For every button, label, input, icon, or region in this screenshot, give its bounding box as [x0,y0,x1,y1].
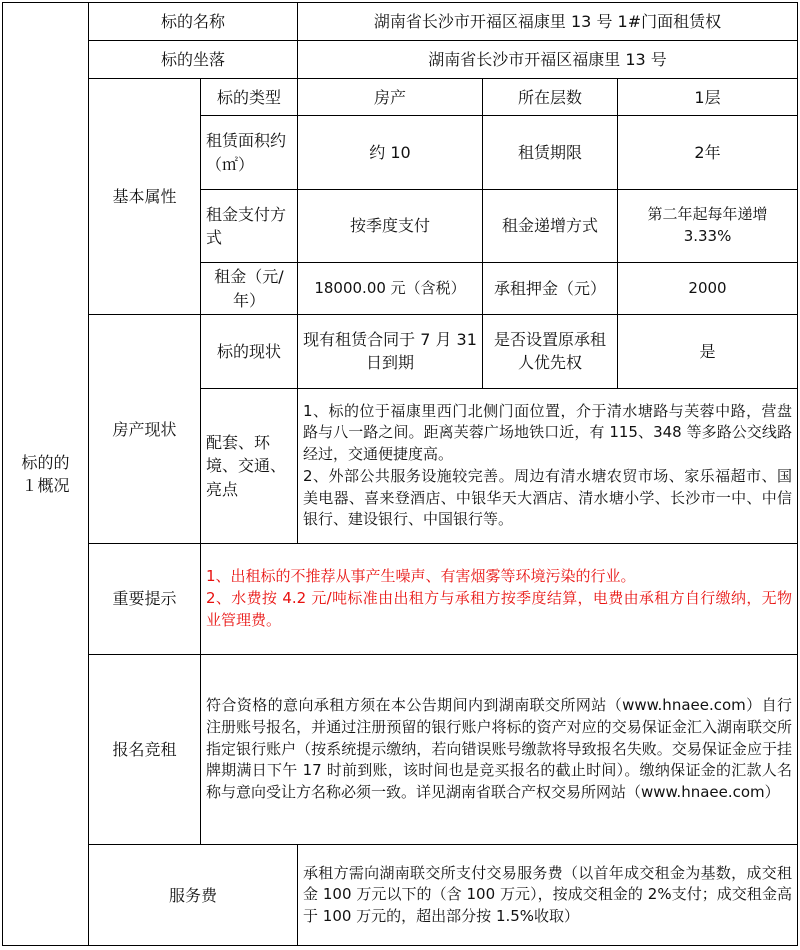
register-text: 符合资格的意向承租方须在本公告期间内到湖南联交所网站（www.hnaee.com）自行注册账号报名，并通过注册预留的银行账户将标的资产对应的交易保证金汇入湖南联交所指定银行账户（按系统提示缴纳，若向错误账号缴款将导致报名失败。交易保证金应于挂牌期满日下午 17 时前到账，该时间也是竞买报名的截止时间）。缴纳保证金的汇款人名称与意向受让方名称必须一致。详见湖南省联合产权交易所网站（www.hnaee.com） [201,654,798,845]
increase-value: 第二年起每年递增 3.33% [618,189,798,262]
location-value: 湖南省长沙市开福区福康里 13 号 [298,41,798,79]
payment-value: 按季度支付 [298,189,483,262]
facility-paragraph-2: 2、外部公共服务设施较完善。周边有清水塘农贸市场、家乐福超市、国美电器、喜来登酒店、中银华天大酒店、清水塘小学、长沙市一中、中信银行、建设银行、中国银行等。 [303,466,793,529]
deposit-value: 2000 [618,263,798,315]
location-label: 标的坐落 [89,41,298,79]
term-label: 租赁期限 [483,116,618,189]
rent-value: 18000.00 元（含税） [298,263,483,315]
current-status-label: 标的现状 [201,315,298,388]
area-value: 约 10 [298,116,483,189]
property-listing-table [2,2,798,946]
name-value: 湖南省长沙市开福区福康里 13 号 1#门面租赁权 [298,3,798,41]
facility-paragraph-1: 1、标的位于福康里西门北侧门面位置，介于清水塘路与芙蓉中路，营盘路与八一路之间。距离芙蓉广场地铁口近，有 115、348 等多路公交线路经过，交通便捷度高。 [303,401,793,464]
current-status-value: 现有租赁合同于 7 月 31 日到期 [298,315,483,388]
term-value: 2年 [618,116,798,189]
notice-text [201,544,798,654]
register-label: 报名竞租 [89,654,201,845]
basic-attributes-label: 基本属性 [89,79,201,315]
notice-label: 重要提示 [89,544,201,654]
type-value: 房产 [298,79,483,116]
priority-value: 是 [618,315,798,388]
area-label: 租赁面积约（㎡） [201,116,298,189]
facility-label: 配套、环境、交通、亮点 [201,388,298,544]
notice-paragraph-1: 1、出租标的不推荐从事产生噪声、有害烟雾等环境污染的行业。 [206,567,636,586]
name-label: 标的名称 [89,3,298,41]
notice-paragraph-2: 2、水费按 4.2 元/吨标准由出租方与承租方按季度结算，电费由承租方自行缴纳，无物业管理费。 [206,589,793,629]
type-label: 标的类型 [201,79,298,116]
fee-label: 服务费 [89,845,298,946]
facility-text [298,388,798,544]
property-status-label: 房产现状 [89,315,201,544]
priority-label: 是否设置原承租人优先权 [483,315,618,388]
floor-label: 所在层数 [483,79,618,116]
increase-label: 租金递增方式 [483,189,618,262]
rent-label: 租金（元/年） [201,263,298,315]
floor-value: 1层 [618,79,798,116]
payment-label: 租金支付方式 [201,189,298,262]
deposit-label: 承租押金（元） [483,263,618,315]
section-label: 标的的１概况 [3,3,89,946]
fee-text: 承租方需向湖南联交所支付交易服务费（以首年成交租金为基数，成交租金 100 万元以下的（含 100 万元），按成交租金的 2%支付；成交租金高于 100 万元的，超出部分按 1.5%收取） [298,845,798,946]
